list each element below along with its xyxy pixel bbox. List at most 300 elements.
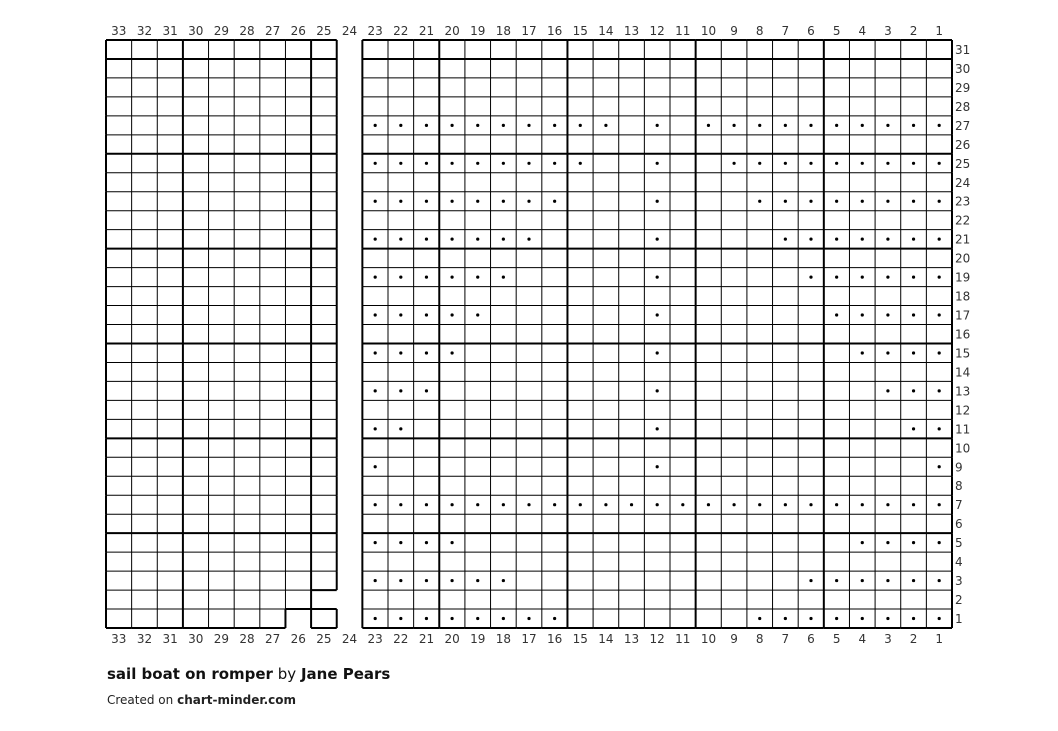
- chart-cell: [696, 192, 722, 211]
- purl-dot-symbol: [476, 275, 479, 278]
- chart-cell: [644, 514, 670, 533]
- chart-cell: [183, 116, 209, 135]
- purl-dot-symbol: [399, 427, 402, 430]
- chart-cell: [106, 495, 132, 514]
- chart-cell: [619, 173, 645, 192]
- purl-dot-symbol: [450, 238, 453, 241]
- purl-dot-symbol: [476, 238, 479, 241]
- chart-cell: [926, 400, 952, 419]
- chart-cell: [542, 533, 568, 552]
- chart-cell: [285, 135, 311, 154]
- purl-dot-symbol: [912, 162, 915, 165]
- row-number: 2: [955, 593, 963, 608]
- chart-cell: [311, 135, 337, 154]
- row-number: 20: [955, 251, 971, 266]
- chart-cell: [362, 173, 388, 192]
- chart-cell: [311, 381, 337, 400]
- purl-dot-symbol: [656, 465, 659, 468]
- purl-dot-symbol: [399, 389, 402, 392]
- purl-dot-symbol: [784, 617, 787, 620]
- chart-cell: [901, 476, 927, 495]
- chart-cell: [439, 249, 465, 268]
- chart-cell: [414, 59, 440, 78]
- chart-cell: [773, 476, 799, 495]
- chart-cell: [516, 97, 542, 116]
- chart-cell: [824, 552, 850, 571]
- chart-cell: [132, 97, 158, 116]
- column-number-top: 3: [884, 24, 892, 38]
- chart-cell: [234, 609, 260, 628]
- chart-cell: [721, 419, 747, 438]
- row-number: 21: [955, 232, 971, 247]
- chart-cell: [106, 192, 132, 211]
- chart-cell: [875, 59, 901, 78]
- chart-cell: [516, 438, 542, 457]
- purl-dot-symbol: [374, 541, 377, 544]
- chart-cell: [670, 476, 696, 495]
- chart-cell: [183, 230, 209, 249]
- pattern-title-line: [107, 665, 390, 683]
- purl-dot-symbol: [399, 579, 402, 582]
- chart-cell: [670, 135, 696, 154]
- chart-cell: [670, 116, 696, 135]
- column-number-bottom: 12: [649, 632, 665, 646]
- chart-cell: [696, 211, 722, 230]
- chart-cell: [567, 571, 593, 590]
- chart-cell: [747, 514, 773, 533]
- chart-cell: [747, 287, 773, 306]
- chart-cell: [542, 381, 568, 400]
- chart-cell: [567, 381, 593, 400]
- chart-cell: [209, 476, 235, 495]
- chart-cell: [388, 97, 414, 116]
- column-number-bottom: 32: [136, 632, 153, 646]
- chart-cell: [209, 211, 235, 230]
- chart-cell: [567, 135, 593, 154]
- chart-cell: [721, 343, 747, 362]
- chart-cell: [209, 230, 235, 249]
- chart-cell: [798, 287, 824, 306]
- chart-cell: [414, 325, 440, 344]
- chart-cell: [362, 590, 388, 609]
- chart-cell: [567, 400, 593, 419]
- purl-dot-symbol: [938, 465, 941, 468]
- chart-cell: [516, 343, 542, 362]
- chart-cell: [516, 135, 542, 154]
- chart-cell: [311, 495, 337, 514]
- chart-cell: [132, 419, 158, 438]
- chart-cell: [157, 400, 183, 419]
- chart-cell: [234, 306, 260, 325]
- purl-dot-symbol: [912, 351, 915, 354]
- chart-cell: [696, 362, 722, 381]
- chart-cell: [414, 362, 440, 381]
- chart-cell: [234, 173, 260, 192]
- chart-cell: [619, 211, 645, 230]
- chart-cell: [362, 59, 388, 78]
- chart-cell: [542, 590, 568, 609]
- row-number: 12: [955, 403, 971, 418]
- purl-dot-symbol: [374, 389, 377, 392]
- chart-cell: [234, 343, 260, 362]
- purl-dot-symbol: [476, 162, 479, 165]
- chart-cell: [183, 211, 209, 230]
- chart-cell: [285, 97, 311, 116]
- purl-dot-symbol: [886, 541, 889, 544]
- chart-cell: [465, 287, 491, 306]
- chart-cell: [516, 457, 542, 476]
- chart-cell: [773, 78, 799, 97]
- row-number: 28: [955, 99, 971, 114]
- chart-cell: [567, 362, 593, 381]
- purl-dot-symbol: [476, 124, 479, 127]
- chart-cell: [824, 211, 850, 230]
- chart-cell: [439, 457, 465, 476]
- chart-cell: [644, 173, 670, 192]
- chart-cell: [644, 476, 670, 495]
- purl-dot-symbol: [425, 124, 428, 127]
- chart-cell: [234, 249, 260, 268]
- chart-cell: [132, 590, 158, 609]
- purl-dot-symbol: [835, 579, 838, 582]
- chart-cell: [234, 438, 260, 457]
- chart-cell: [260, 116, 286, 135]
- chart-cell: [593, 192, 619, 211]
- purl-dot-symbol: [912, 427, 915, 430]
- chart-cell: [465, 400, 491, 419]
- purl-dot-symbol: [656, 124, 659, 127]
- chart-cell: [542, 343, 568, 362]
- chart-cell: [516, 306, 542, 325]
- chart-cell: [414, 457, 440, 476]
- purl-dot-symbol: [784, 200, 787, 203]
- purl-dot-symbol: [374, 465, 377, 468]
- chart-cell: [516, 59, 542, 78]
- chart-cell: [567, 514, 593, 533]
- chart-cell: [696, 514, 722, 533]
- chart-cell: [747, 173, 773, 192]
- chart-cell: [157, 78, 183, 97]
- chart-cell: [542, 476, 568, 495]
- chart-cell: [209, 590, 235, 609]
- chart-cell: [311, 438, 337, 457]
- purl-dot-symbol: [912, 389, 915, 392]
- chart-cell: [901, 400, 927, 419]
- purl-dot-symbol: [861, 313, 864, 316]
- chart-cell: [388, 438, 414, 457]
- chart-cell: [926, 40, 952, 59]
- purl-dot-symbol: [886, 351, 889, 354]
- row-number: 30: [955, 61, 971, 76]
- purl-dot-symbol: [835, 238, 838, 241]
- chart-cell: [132, 173, 158, 192]
- chart-cell: [311, 306, 337, 325]
- chart-cell: [849, 40, 875, 59]
- row-number: 24: [955, 175, 971, 190]
- chart-cell: [619, 552, 645, 571]
- purl-dot-symbol: [835, 124, 838, 127]
- chart-cell: [824, 97, 850, 116]
- chart-cell: [491, 590, 517, 609]
- chart-cell: [747, 571, 773, 590]
- chart-cell: [747, 419, 773, 438]
- chart-cell: [106, 40, 132, 59]
- chart-cell: [644, 533, 670, 552]
- chart-cell: [106, 230, 132, 249]
- column-number-top: 29: [213, 24, 230, 38]
- chart-cell: [696, 135, 722, 154]
- chart-cell: [465, 381, 491, 400]
- chart-cell: [106, 400, 132, 419]
- chart-cell: [285, 116, 311, 135]
- chart-cell: [285, 343, 311, 362]
- chart-cell: [798, 419, 824, 438]
- chart-cell: [901, 457, 927, 476]
- purl-dot-symbol: [938, 389, 941, 392]
- chart-cell: [285, 590, 311, 609]
- chart-cell: [901, 211, 927, 230]
- chart-cell: [670, 552, 696, 571]
- purl-dot-symbol: [912, 124, 915, 127]
- chart-cell: [824, 249, 850, 268]
- chart-cell: [875, 325, 901, 344]
- chart-cell: [260, 230, 286, 249]
- chart-cell: [670, 154, 696, 173]
- chart-cell: [234, 97, 260, 116]
- chart-cell: [901, 287, 927, 306]
- chart-cell: [362, 78, 388, 97]
- chart-cell: [670, 230, 696, 249]
- column-number-top: 22: [393, 24, 409, 38]
- column-number-bottom: 20: [444, 632, 460, 646]
- pattern-title: sail boat on romper: [107, 665, 273, 683]
- chart-cell: [183, 590, 209, 609]
- chart-cell: [183, 59, 209, 78]
- chart-cell: [465, 135, 491, 154]
- chart-cell: [157, 97, 183, 116]
- chart-cell: [260, 514, 286, 533]
- chart-cell: [798, 457, 824, 476]
- chart-cell: [388, 135, 414, 154]
- chart-cell: [567, 438, 593, 457]
- column-number-bottom: 15: [572, 632, 588, 646]
- chart-cell: [542, 59, 568, 78]
- chart-cell: [670, 40, 696, 59]
- purl-dot-symbol: [425, 617, 428, 620]
- chart-cell: [644, 78, 670, 97]
- chart-cell: [824, 59, 850, 78]
- chart-cell: [439, 514, 465, 533]
- chart-cell: [311, 457, 337, 476]
- chart-cell: [106, 97, 132, 116]
- chart-cell: [439, 400, 465, 419]
- chart-cell: [209, 59, 235, 78]
- chart-cell: [824, 476, 850, 495]
- chart-cell: [773, 173, 799, 192]
- chart-cell: [362, 438, 388, 457]
- purl-dot-symbol: [502, 162, 505, 165]
- chart-cell: [619, 362, 645, 381]
- chart-cell: [696, 249, 722, 268]
- column-number-bottom: 25: [316, 632, 332, 646]
- column-number-bottom: 8: [755, 632, 764, 646]
- purl-dot-symbol: [809, 124, 812, 127]
- chart-cell: [388, 40, 414, 59]
- chart-cell: [567, 97, 593, 116]
- chart-cell: [362, 249, 388, 268]
- chart-cell: [132, 552, 158, 571]
- chart-cell: [157, 381, 183, 400]
- chart-cell: [593, 173, 619, 192]
- purl-dot-symbol: [553, 503, 556, 506]
- chart-cell: [567, 40, 593, 59]
- chart-cell: [491, 362, 517, 381]
- column-number-bottom: 7: [781, 632, 790, 646]
- chart-cell: [414, 438, 440, 457]
- chart-cell: [593, 381, 619, 400]
- chart-cell: [234, 135, 260, 154]
- chart-cell: [798, 249, 824, 268]
- chart-cell: [824, 438, 850, 457]
- site-link[interactable]: chart-minder.com: [177, 693, 296, 707]
- chart-grid-cells: [106, 40, 952, 628]
- chart-cell: [209, 343, 235, 362]
- column-number-top: 32: [136, 24, 153, 38]
- chart-cell: [670, 457, 696, 476]
- chart-cell: [670, 192, 696, 211]
- chart-cell: [721, 287, 747, 306]
- purl-dot-symbol: [399, 351, 402, 354]
- purl-dot-symbol: [527, 238, 530, 241]
- purl-dot-symbol: [861, 351, 864, 354]
- chart-cell: [721, 362, 747, 381]
- purl-dot-symbol: [938, 124, 941, 127]
- chart-cell: [285, 173, 311, 192]
- purl-dot-symbol: [502, 238, 505, 241]
- chart-cell: [670, 59, 696, 78]
- chart-cell: [388, 325, 414, 344]
- purl-dot-symbol: [450, 617, 453, 620]
- purl-dot-symbol: [425, 162, 428, 165]
- column-number-bottom: 18: [495, 632, 512, 646]
- chart-cell: [491, 457, 517, 476]
- purl-dot-symbol: [656, 389, 659, 392]
- chart-cell: [593, 571, 619, 590]
- chart-cell: [465, 343, 491, 362]
- purl-dot-symbol: [938, 275, 941, 278]
- column-number-bottom: 33: [111, 632, 127, 646]
- purl-dot-symbol: [527, 200, 530, 203]
- chart-cell: [106, 438, 132, 457]
- chart-cell: [132, 495, 158, 514]
- chart-cell: [260, 97, 286, 116]
- chart-cell: [491, 40, 517, 59]
- chart-cell: [209, 116, 235, 135]
- purl-dot-symbol: [835, 503, 838, 506]
- chart-cell: [491, 400, 517, 419]
- chart-cell: [798, 78, 824, 97]
- chart-cell: [619, 287, 645, 306]
- chart-cell: [465, 97, 491, 116]
- chart-cell: [106, 268, 132, 287]
- chart-cell: [516, 400, 542, 419]
- chart-cell: [773, 249, 799, 268]
- chart-cell: [926, 173, 952, 192]
- chart-cell: [696, 230, 722, 249]
- purl-dot-symbol: [758, 617, 761, 620]
- chart-cell: [439, 173, 465, 192]
- chart-cell: [670, 362, 696, 381]
- chart-cell: [285, 457, 311, 476]
- purl-dot-symbol: [758, 124, 761, 127]
- chart-cell: [209, 495, 235, 514]
- chart-cell: [285, 192, 311, 211]
- purl-dot-symbol: [425, 541, 428, 544]
- chart-cell: [926, 78, 952, 97]
- chart-cell: [234, 287, 260, 306]
- chart-cell: [644, 400, 670, 419]
- purl-dot-symbol: [425, 579, 428, 582]
- chart-cell: [593, 325, 619, 344]
- chart-cell: [875, 514, 901, 533]
- column-number-bottom: 2: [909, 632, 918, 646]
- chart-cell: [901, 78, 927, 97]
- chart-cell: [132, 135, 158, 154]
- row-number: 15: [955, 346, 971, 361]
- chart-cell: [234, 78, 260, 97]
- chart-cell: [901, 40, 927, 59]
- chart-cell: [644, 438, 670, 457]
- chart-cell: [234, 495, 260, 514]
- chart-cell: [414, 211, 440, 230]
- chart-cell: [567, 419, 593, 438]
- chart-cell: [209, 419, 235, 438]
- purl-dot-symbol: [374, 503, 377, 506]
- chart-cell: [491, 476, 517, 495]
- chart-cell: [670, 343, 696, 362]
- chart-cell: [542, 438, 568, 457]
- purl-dot-symbol: [476, 313, 479, 316]
- purl-dot-symbol: [938, 238, 941, 241]
- purl-dot-symbol: [527, 617, 530, 620]
- purl-dot-symbol: [553, 617, 556, 620]
- column-number-bottom: 24: [341, 632, 358, 646]
- chart-cell: [849, 381, 875, 400]
- column-number-top: 7: [781, 24, 790, 38]
- chart-cell: [311, 249, 337, 268]
- chart-cell: [901, 325, 927, 344]
- chart-cell: [542, 571, 568, 590]
- chart-cell: [311, 419, 337, 438]
- chart-cell: [285, 268, 311, 287]
- chart-cell: [696, 287, 722, 306]
- chart-cell: [285, 287, 311, 306]
- chart-cell: [875, 362, 901, 381]
- chart-cell: [285, 552, 311, 571]
- chart-cell: [516, 40, 542, 59]
- chart-cell: [132, 230, 158, 249]
- chart-cell: [593, 135, 619, 154]
- chart-cell: [106, 78, 132, 97]
- row-number: 22: [955, 213, 971, 228]
- chart-cell: [414, 249, 440, 268]
- chart-cell: [260, 268, 286, 287]
- chart-cell: [721, 40, 747, 59]
- chart-cell: [747, 78, 773, 97]
- chart-cell: [234, 533, 260, 552]
- chart-cell: [875, 78, 901, 97]
- chart-cell: [465, 552, 491, 571]
